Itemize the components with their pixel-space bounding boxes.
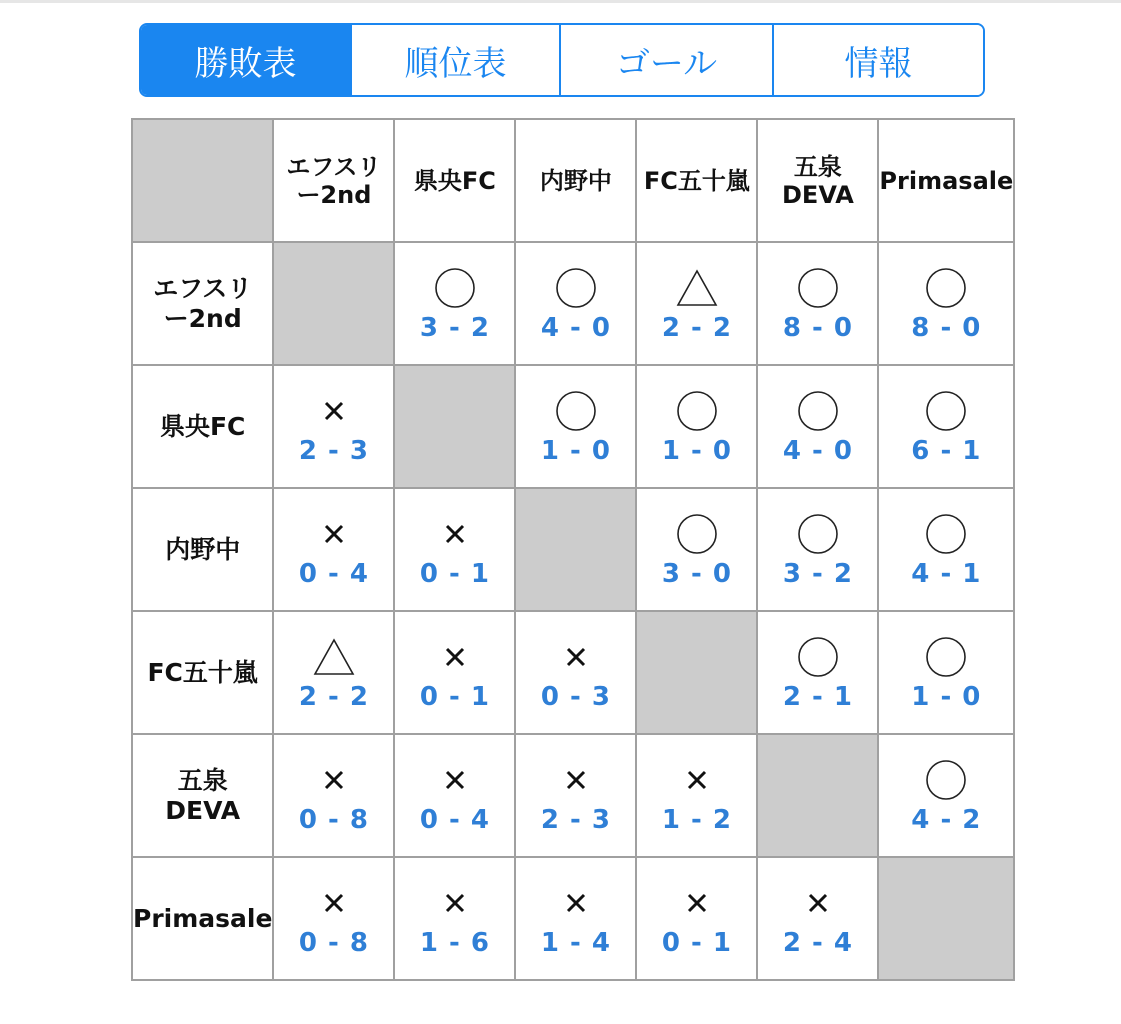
table-row <box>132 611 1014 734</box>
result-cell[interactable] <box>394 857 515 980</box>
result-mark <box>676 265 718 311</box>
result-cell[interactable] <box>757 488 878 611</box>
result-cell[interactable] <box>394 734 515 857</box>
column-header <box>757 119 878 242</box>
result-cell[interactable] <box>878 611 1014 734</box>
result-cell[interactable] <box>515 242 636 365</box>
results-matrix <box>131 118 1015 981</box>
loss-cross-icon <box>444 646 466 668</box>
win-circle-icon <box>925 390 967 432</box>
top-divider <box>0 0 1121 3</box>
result-mark <box>565 757 587 803</box>
result-cell[interactable] <box>394 242 515 365</box>
result-mark <box>797 265 839 311</box>
win-circle-icon <box>434 267 476 309</box>
column-header <box>878 119 1014 242</box>
table-row <box>132 242 1014 365</box>
row-header <box>132 365 273 488</box>
win-circle-icon <box>555 267 597 309</box>
win-circle-icon <box>925 759 967 801</box>
tab-bar <box>139 23 985 97</box>
team-name-line1: 県央FC <box>159 411 246 441</box>
result-mark <box>925 265 967 311</box>
team-name-line1: 五泉 <box>793 152 842 181</box>
match-score: 2 - 2 <box>298 681 369 712</box>
result-cell[interactable] <box>636 365 757 488</box>
match-score: 3 - 2 <box>419 312 490 343</box>
match-score: 0 - 1 <box>419 681 490 712</box>
team-name-line1: 県央FC <box>413 166 496 195</box>
win-circle-icon <box>797 636 839 678</box>
row-header <box>132 611 273 734</box>
win-circle-icon <box>676 513 718 555</box>
result-mark <box>925 511 967 557</box>
result-mark <box>925 388 967 434</box>
loss-cross-icon <box>444 523 466 545</box>
result-cell[interactable] <box>636 488 757 611</box>
match-score: 8 - 0 <box>911 312 982 343</box>
column-header <box>515 119 636 242</box>
result-mark <box>323 757 345 803</box>
result-cell[interactable] <box>757 365 878 488</box>
match-score: 4 - 2 <box>911 804 982 835</box>
match-score: 8 - 0 <box>782 312 853 343</box>
team-name-line1: Primasale <box>879 166 1014 195</box>
result-mark <box>565 880 587 926</box>
match-score: 1 - 6 <box>419 927 490 958</box>
match-score: 0 - 1 <box>419 558 490 589</box>
result-cell[interactable] <box>515 734 636 857</box>
match-score: 2 - 3 <box>298 435 369 466</box>
table-row <box>132 734 1014 857</box>
win-circle-icon <box>797 267 839 309</box>
match-score: 3 - 0 <box>661 558 732 589</box>
win-circle-icon <box>925 267 967 309</box>
team-name-line2: DEVA <box>165 795 241 825</box>
result-cell[interactable] <box>394 488 515 611</box>
result-cell[interactable] <box>878 734 1014 857</box>
loss-cross-icon <box>444 769 466 791</box>
match-score: 1 - 0 <box>911 681 982 712</box>
result-mark <box>444 880 466 926</box>
match-score: 1 - 2 <box>661 804 732 835</box>
match-score: 0 - 4 <box>298 558 369 589</box>
column-header <box>394 119 515 242</box>
self-match-cell <box>394 365 515 488</box>
tab-info[interactable]: 情報 <box>772 25 983 95</box>
self-match-cell <box>515 488 636 611</box>
team-name-line1: エフスリ <box>286 152 382 181</box>
self-match-cell <box>757 734 878 857</box>
loss-cross-icon <box>686 769 708 791</box>
corner-cell <box>132 119 273 242</box>
win-circle-icon <box>797 390 839 432</box>
row-header <box>132 857 273 980</box>
result-mark <box>323 388 345 434</box>
match-score: 2 - 4 <box>782 927 853 958</box>
match-score: 0 - 3 <box>540 681 611 712</box>
team-name-line1: Primasale <box>133 903 273 933</box>
result-cell[interactable] <box>515 857 636 980</box>
result-cell[interactable] <box>878 365 1014 488</box>
column-header <box>636 119 757 242</box>
loss-cross-icon <box>565 892 587 914</box>
result-mark <box>555 388 597 434</box>
result-cell[interactable] <box>273 611 394 734</box>
win-circle-icon <box>925 513 967 555</box>
match-score: 2 - 2 <box>661 312 732 343</box>
win-circle-icon <box>797 513 839 555</box>
result-mark <box>925 757 967 803</box>
match-score: 4 - 0 <box>540 312 611 343</box>
result-cell[interactable] <box>515 365 636 488</box>
result-mark <box>565 634 587 680</box>
draw-triangle-icon <box>313 638 355 676</box>
result-cell[interactable] <box>878 488 1014 611</box>
match-score: 4 - 0 <box>782 435 853 466</box>
self-match-cell <box>878 857 1014 980</box>
win-circle-icon <box>555 390 597 432</box>
match-score: 2 - 3 <box>540 804 611 835</box>
match-score: 1 - 0 <box>540 435 611 466</box>
match-score: 0 - 4 <box>419 804 490 835</box>
team-name-line1: エフスリ <box>153 273 253 303</box>
loss-cross-icon <box>323 892 345 914</box>
result-mark <box>686 880 708 926</box>
match-score: 4 - 1 <box>911 558 982 589</box>
result-cell[interactable] <box>273 365 394 488</box>
result-mark <box>676 511 718 557</box>
loss-cross-icon <box>565 769 587 791</box>
result-cell[interactable] <box>636 242 757 365</box>
team-name-line2: ー2nd <box>163 303 242 333</box>
result-mark <box>444 634 466 680</box>
match-score: 6 - 1 <box>911 435 982 466</box>
result-mark <box>807 880 829 926</box>
result-cell[interactable] <box>273 734 394 857</box>
table-row <box>132 857 1014 980</box>
loss-cross-icon <box>323 769 345 791</box>
table-row <box>132 365 1014 488</box>
result-mark <box>444 757 466 803</box>
result-mark <box>434 265 476 311</box>
loss-cross-icon <box>807 892 829 914</box>
row-header <box>132 488 273 611</box>
result-cell[interactable] <box>636 857 757 980</box>
team-name-line1: FC五十嵐 <box>643 166 750 195</box>
team-name-line1: FC五十嵐 <box>147 657 258 687</box>
result-mark <box>323 511 345 557</box>
tab-goals[interactable]: ゴール <box>559 25 772 95</box>
loss-cross-icon <box>565 646 587 668</box>
match-score: 0 - 8 <box>298 927 369 958</box>
team-name-line2: DEVA <box>782 180 854 209</box>
self-match-cell <box>273 242 394 365</box>
row-header <box>132 242 273 365</box>
header-row <box>132 119 1014 242</box>
result-cell[interactable] <box>636 734 757 857</box>
match-score: 0 - 1 <box>661 927 732 958</box>
result-cell[interactable] <box>273 857 394 980</box>
loss-cross-icon <box>444 892 466 914</box>
team-name-line1: 内野中 <box>165 534 241 564</box>
result-mark <box>925 634 967 680</box>
match-score: 2 - 1 <box>782 681 853 712</box>
self-match-cell <box>636 611 757 734</box>
row-header <box>132 734 273 857</box>
result-mark <box>797 511 839 557</box>
result-mark <box>686 757 708 803</box>
result-cell[interactable] <box>757 611 878 734</box>
result-mark <box>444 511 466 557</box>
win-circle-icon <box>676 390 718 432</box>
result-cell[interactable] <box>757 242 878 365</box>
result-cell[interactable] <box>394 611 515 734</box>
team-name-line1: 内野中 <box>539 166 612 195</box>
result-cell[interactable] <box>273 488 394 611</box>
loss-cross-icon <box>323 523 345 545</box>
tab-results[interactable]: 勝敗表 <box>141 25 350 95</box>
match-score: 1 - 4 <box>540 927 611 958</box>
loss-cross-icon <box>686 892 708 914</box>
result-mark <box>676 388 718 434</box>
result-mark <box>797 634 839 680</box>
team-name-line2: ー2nd <box>296 180 372 209</box>
result-mark <box>797 388 839 434</box>
result-cell[interactable] <box>878 242 1014 365</box>
match-score: 1 - 0 <box>661 435 732 466</box>
result-mark <box>323 880 345 926</box>
column-header <box>273 119 394 242</box>
result-mark <box>555 265 597 311</box>
team-name-line1: 五泉 <box>177 765 228 795</box>
tab-standings[interactable]: 順位表 <box>350 25 559 95</box>
match-score: 3 - 2 <box>782 558 853 589</box>
table-row <box>132 488 1014 611</box>
match-score: 0 - 8 <box>298 804 369 835</box>
result-mark <box>313 634 355 680</box>
loss-cross-icon <box>323 400 345 422</box>
win-circle-icon <box>925 636 967 678</box>
result-cell[interactable] <box>757 857 878 980</box>
draw-triangle-icon <box>676 269 718 307</box>
result-cell[interactable] <box>515 611 636 734</box>
